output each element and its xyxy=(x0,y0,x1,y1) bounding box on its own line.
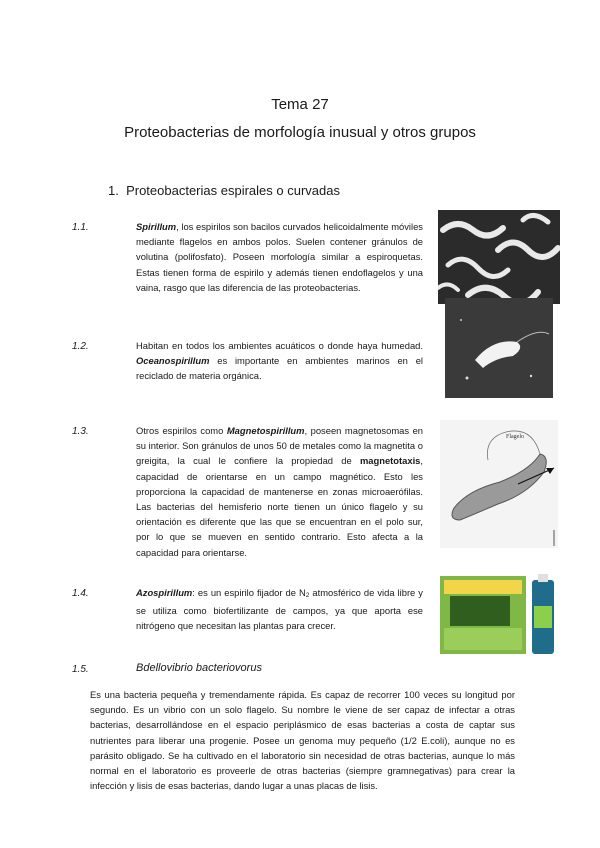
section-heading xyxy=(108,183,340,198)
paragraph-text-a: Habitan en todos los ambientes acuáticos o donde haya humedad. xyxy=(136,340,423,351)
bdellovibrio-heading: Bdellovibrio bacteriovorus xyxy=(136,662,262,674)
subscript: 2 xyxy=(305,592,310,599)
paragraph-text-b: atmosférico de vida libre y se utiliza como biofertilizante de campos, ya que aporta ese nitrógeno que necesitan las plantas para crecer. xyxy=(136,587,423,632)
oceanospirillum-micrograph xyxy=(445,298,553,398)
magnetotaxis-term: magnetotaxis xyxy=(359,455,421,467)
paragraph-text-c: , capacidad de orientarse en un campo magnético. Esto les proporciona la capacidad de mantenerse en zonas microaerófilas. Las bacterias del hemisferio norte tienen un único flagelo y su orientación es diferente que las que se encuentran en el polo sur, por lo que se mueven en sentido contrario. Esto afecta a la capacidad para orientarse. xyxy=(136,455,423,558)
organism-name: Magnetospirillum xyxy=(226,425,305,436)
paragraph-text-b: , poseen magnetosomas en su interior. Son gránulos de unos 50 de metales como la magnetita o greigita, la cual le confiere la propiedad de xyxy=(136,425,424,467)
flagelo-label: Flagelo xyxy=(506,434,524,440)
paragraph-text-b: es importante en ambientes marinos en el reciclado de materia orgánica. xyxy=(136,355,423,382)
item-number-1-1: 1.1. xyxy=(72,222,89,233)
paragraph-1-3 xyxy=(136,423,423,560)
biofertilizer-photo xyxy=(440,570,558,656)
page-title: Tema 27 xyxy=(271,96,329,113)
item-number-1-4: 1.4. xyxy=(72,588,89,599)
paragraph-text-a: Otros espirilos como xyxy=(136,425,227,436)
item-number-1-5: 1.5. xyxy=(72,664,89,675)
paragraph-text: , los espirilos son bacilos curvados helicoidalmente móviles mediante flagelos en ambos polos. Suelen contener gránulos de volutina (polifosfato). Poseen morfología similar a espiroquetas. Estas tienen forma de espirilo y además tienen endoflagelos y una vaina, rasgo que las diferencia de las proteobacterias. xyxy=(136,221,423,293)
item-number-1-2: 1.2. xyxy=(72,341,89,352)
item-number-1-3: 1.3. xyxy=(72,426,89,437)
paragraph-text-a: : es un espirilo fijador de N xyxy=(192,587,306,598)
paragraph-1-1 xyxy=(136,219,423,295)
spirillum-micrograph xyxy=(438,210,560,304)
paragraph-1-2 xyxy=(136,338,423,384)
page-subtitle: Proteobacterias de morfología inusual y otros grupos xyxy=(124,124,476,141)
section-number: 1. xyxy=(108,183,119,198)
organism-name: Azospirillum xyxy=(136,587,193,598)
organism-name: Spirillum xyxy=(136,221,177,232)
paragraph-1-4 xyxy=(136,585,423,634)
magnetospirillum-figure xyxy=(440,420,558,548)
paragraph-1-5: Es una bacteria pequeña y tremendamente rápida. Es capaz de recorrer 100 veces su longitud por segundo. Es un vibrio con un solo flagelo. Su nombre le viene de ser capaz de infectar a otras bacterias, desarrollándose en el espacio periplásmico de esas bacterias a costa de captar sus nutrientes para liberar una progenie. Posee un genoma muy pequeño (1/2 E.coli), aunque no es parásito obligado. Se ha cultivado en el laboratorio sin necesidad de otras bacterias, aunque lo más normal en el laboratorio es proveerle de otras bacterias (siempre gramnegativas) para crear la infección y lisis de esas bacterias, dando lugar a unas placas de lisis. xyxy=(90,689,515,792)
section-title: Proteobacterias espirales o curvadas xyxy=(126,183,340,198)
organism-name: Oceanospirillum xyxy=(136,355,210,367)
